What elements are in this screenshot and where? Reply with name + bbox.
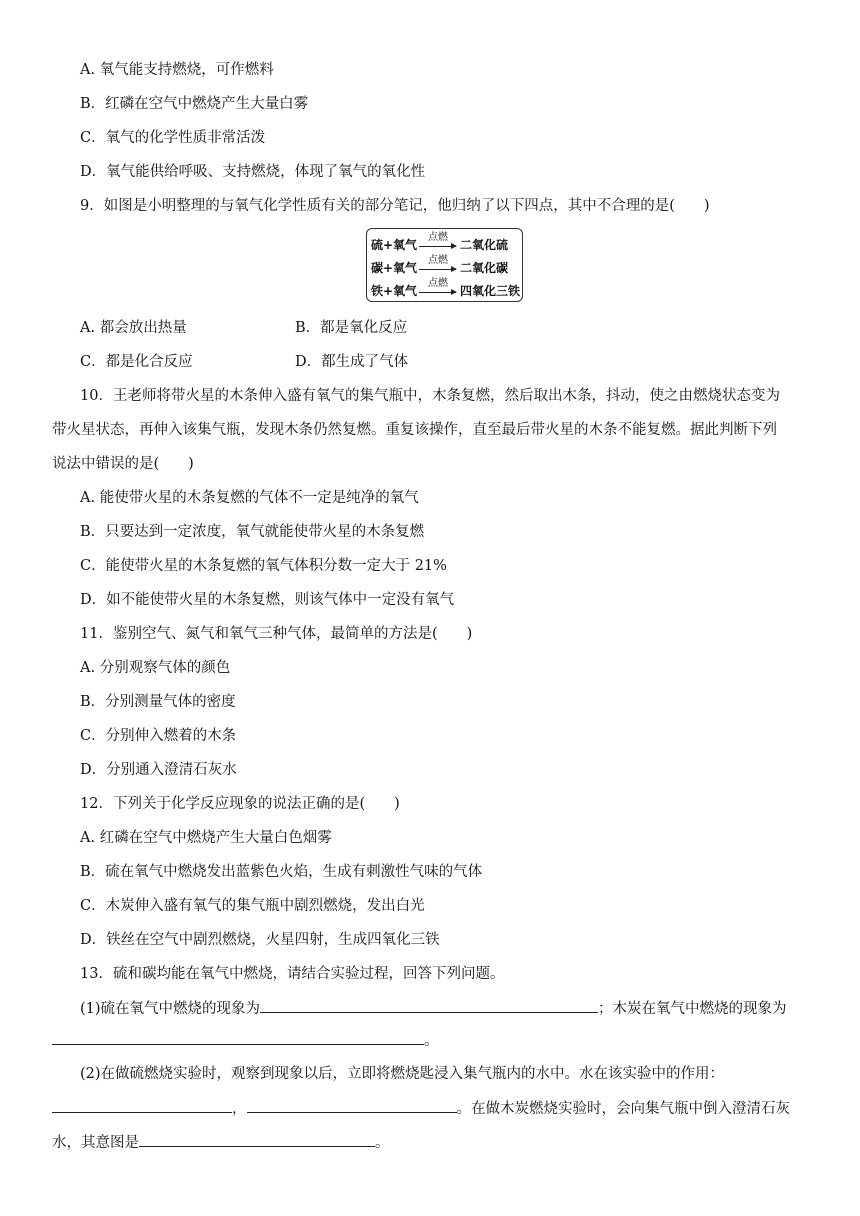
q9-stem: 9．如图是小明整理的与氧气化学性质有关的部分笔记，他归纳了以下四点，其中不合理的是( ) [80,198,710,214]
q13-part2-prompt-b: 。在做木炭燃烧实验时，会向集气瓶中倒入澄清石灰 [456,1101,790,1117]
q13-part1-prompt-b: ；木炭在氧气中燃烧的现象为 [598,1001,787,1017]
reaction-condition: 点燃 [428,255,448,266]
reaction-right: 二氧化硫 [460,238,509,252]
q10-option-d: D．如不能使带火星的木条复燃，则该气体中一定没有氧气 [80,592,455,608]
q13-limewater-purpose-blank[interactable] [139,1132,375,1147]
reaction-arrow [419,292,456,293]
q13-part1-end: 。 [424,1033,439,1049]
q13-carbon-phenomenon-blank[interactable] [52,1030,424,1045]
q9-option-c: C．都是化合反应 [80,354,193,370]
q8-option-c: C．氧气的化学性质非常活泼 [80,130,266,146]
q8-option-d: D．氧气能供给呼吸、支持燃烧，体现了氧气的氧化性 [80,164,426,180]
q10-option-a: A. 能使带火星的木条复燃的气体不一定是纯净的氧气 [80,490,419,506]
q11-stem: 11．鉴别空气、氮气和氧气三种气体，最简单的方法是( ) [80,626,473,642]
reaction-right: 二氧化碳 [460,261,509,275]
q11-option-a: A. 分别观察气体的颜色 [80,660,231,676]
q13-part2-prompt-c: 水，其意图是 [52,1135,139,1151]
reaction-condition: 点燃 [428,278,448,289]
reaction-right: 四氧化三铁 [460,284,521,298]
q9-option-d: D．都生成了气体 [295,354,409,370]
q13-part1-prompt-a: (1)硫在氧气中燃烧的现象为 [80,1001,261,1017]
q12-option-d: D．铁丝在空气中剧烈燃烧，火星四射，生成四氧化三铁 [80,932,440,948]
q10-option-c: C．能使带火星的木条复燃的氧气体积分数一定大于 21% [80,558,447,574]
q10-stem-line3: 说法中错误的是( ) [52,456,194,472]
q13-part2-comma: ， [232,1101,247,1117]
q11-option-d: D．分别通入澄清石灰水 [80,762,237,778]
q9-option-b: B．都是氧化反应 [295,320,408,336]
q11-option-c: C．分别伸入燃着的木条 [80,728,237,744]
reaction-left: 硫+氧气 [371,238,418,252]
q10-option-b: B．只要达到一定浓度，氧气就能使带火星的木条复燃 [80,524,425,540]
q8-option-a: A. 氧气能支持燃烧，可作燃料 [80,62,274,78]
q9-option-a: A. 都会放出热量 [80,320,187,336]
q13-water-role-blank-2[interactable] [247,1098,457,1113]
q13-part2-line1: (2)在做硫燃烧实验时，观察到现象以后，立即将燃烧匙浸入集气瓶内的水中。水在该实验中的作用： [80,1066,725,1082]
reaction-left: 碳+氧气 [371,261,418,275]
q13-part1-line [80,998,787,1019]
q8-option-b: B．红磷在空气中燃烧产生大量白雾 [80,96,309,112]
reaction-notes-figure [366,228,523,302]
q13-part2-end: 。 [375,1135,390,1151]
q13-stem: 13．硫和碳均能在氧气中燃烧，请结合实验过程，回答下列问题。 [80,966,505,982]
q12-option-c: C．木炭伸入盛有氧气的集气瓶中剧烈燃烧，发出白光 [80,898,425,914]
q13-part2-line2 [52,1098,790,1119]
q13-sulfur-phenomenon-blank[interactable] [260,998,598,1013]
q11-option-b: B．分别测量气体的密度 [80,694,236,710]
q13-part2-line3 [52,1132,390,1153]
q10-stem-line2: 带火星状态，再伸入该集气瓶，发现木条仍然复燃。重复该操作，直至最后带火星的木条不能复燃。据此判断下列 [52,422,777,438]
q12-option-b: B．硫在氧气中燃烧发出蓝紫色火焰，生成有刺激性气味的气体 [80,864,483,880]
reaction-arrow [419,269,456,270]
q13-water-role-blank-1[interactable] [52,1098,232,1113]
reaction-condition: 点燃 [428,232,448,243]
q12-option-a: A. 红磷在空气中燃烧产生大量白色烟雾 [80,830,332,846]
reaction-arrow [419,246,456,247]
q12-stem: 12．下列关于化学反应现象的说法正确的是( ) [80,796,400,812]
q10-stem-line1: 10．王老师将带火星的木条伸入盛有氧气的集气瓶中，木条复燃，然后取出木条，抖动，使之由燃烧状态变为 [80,388,780,404]
q13-part1-line2 [52,1030,439,1051]
reaction-left: 铁+氧气 [371,284,418,298]
